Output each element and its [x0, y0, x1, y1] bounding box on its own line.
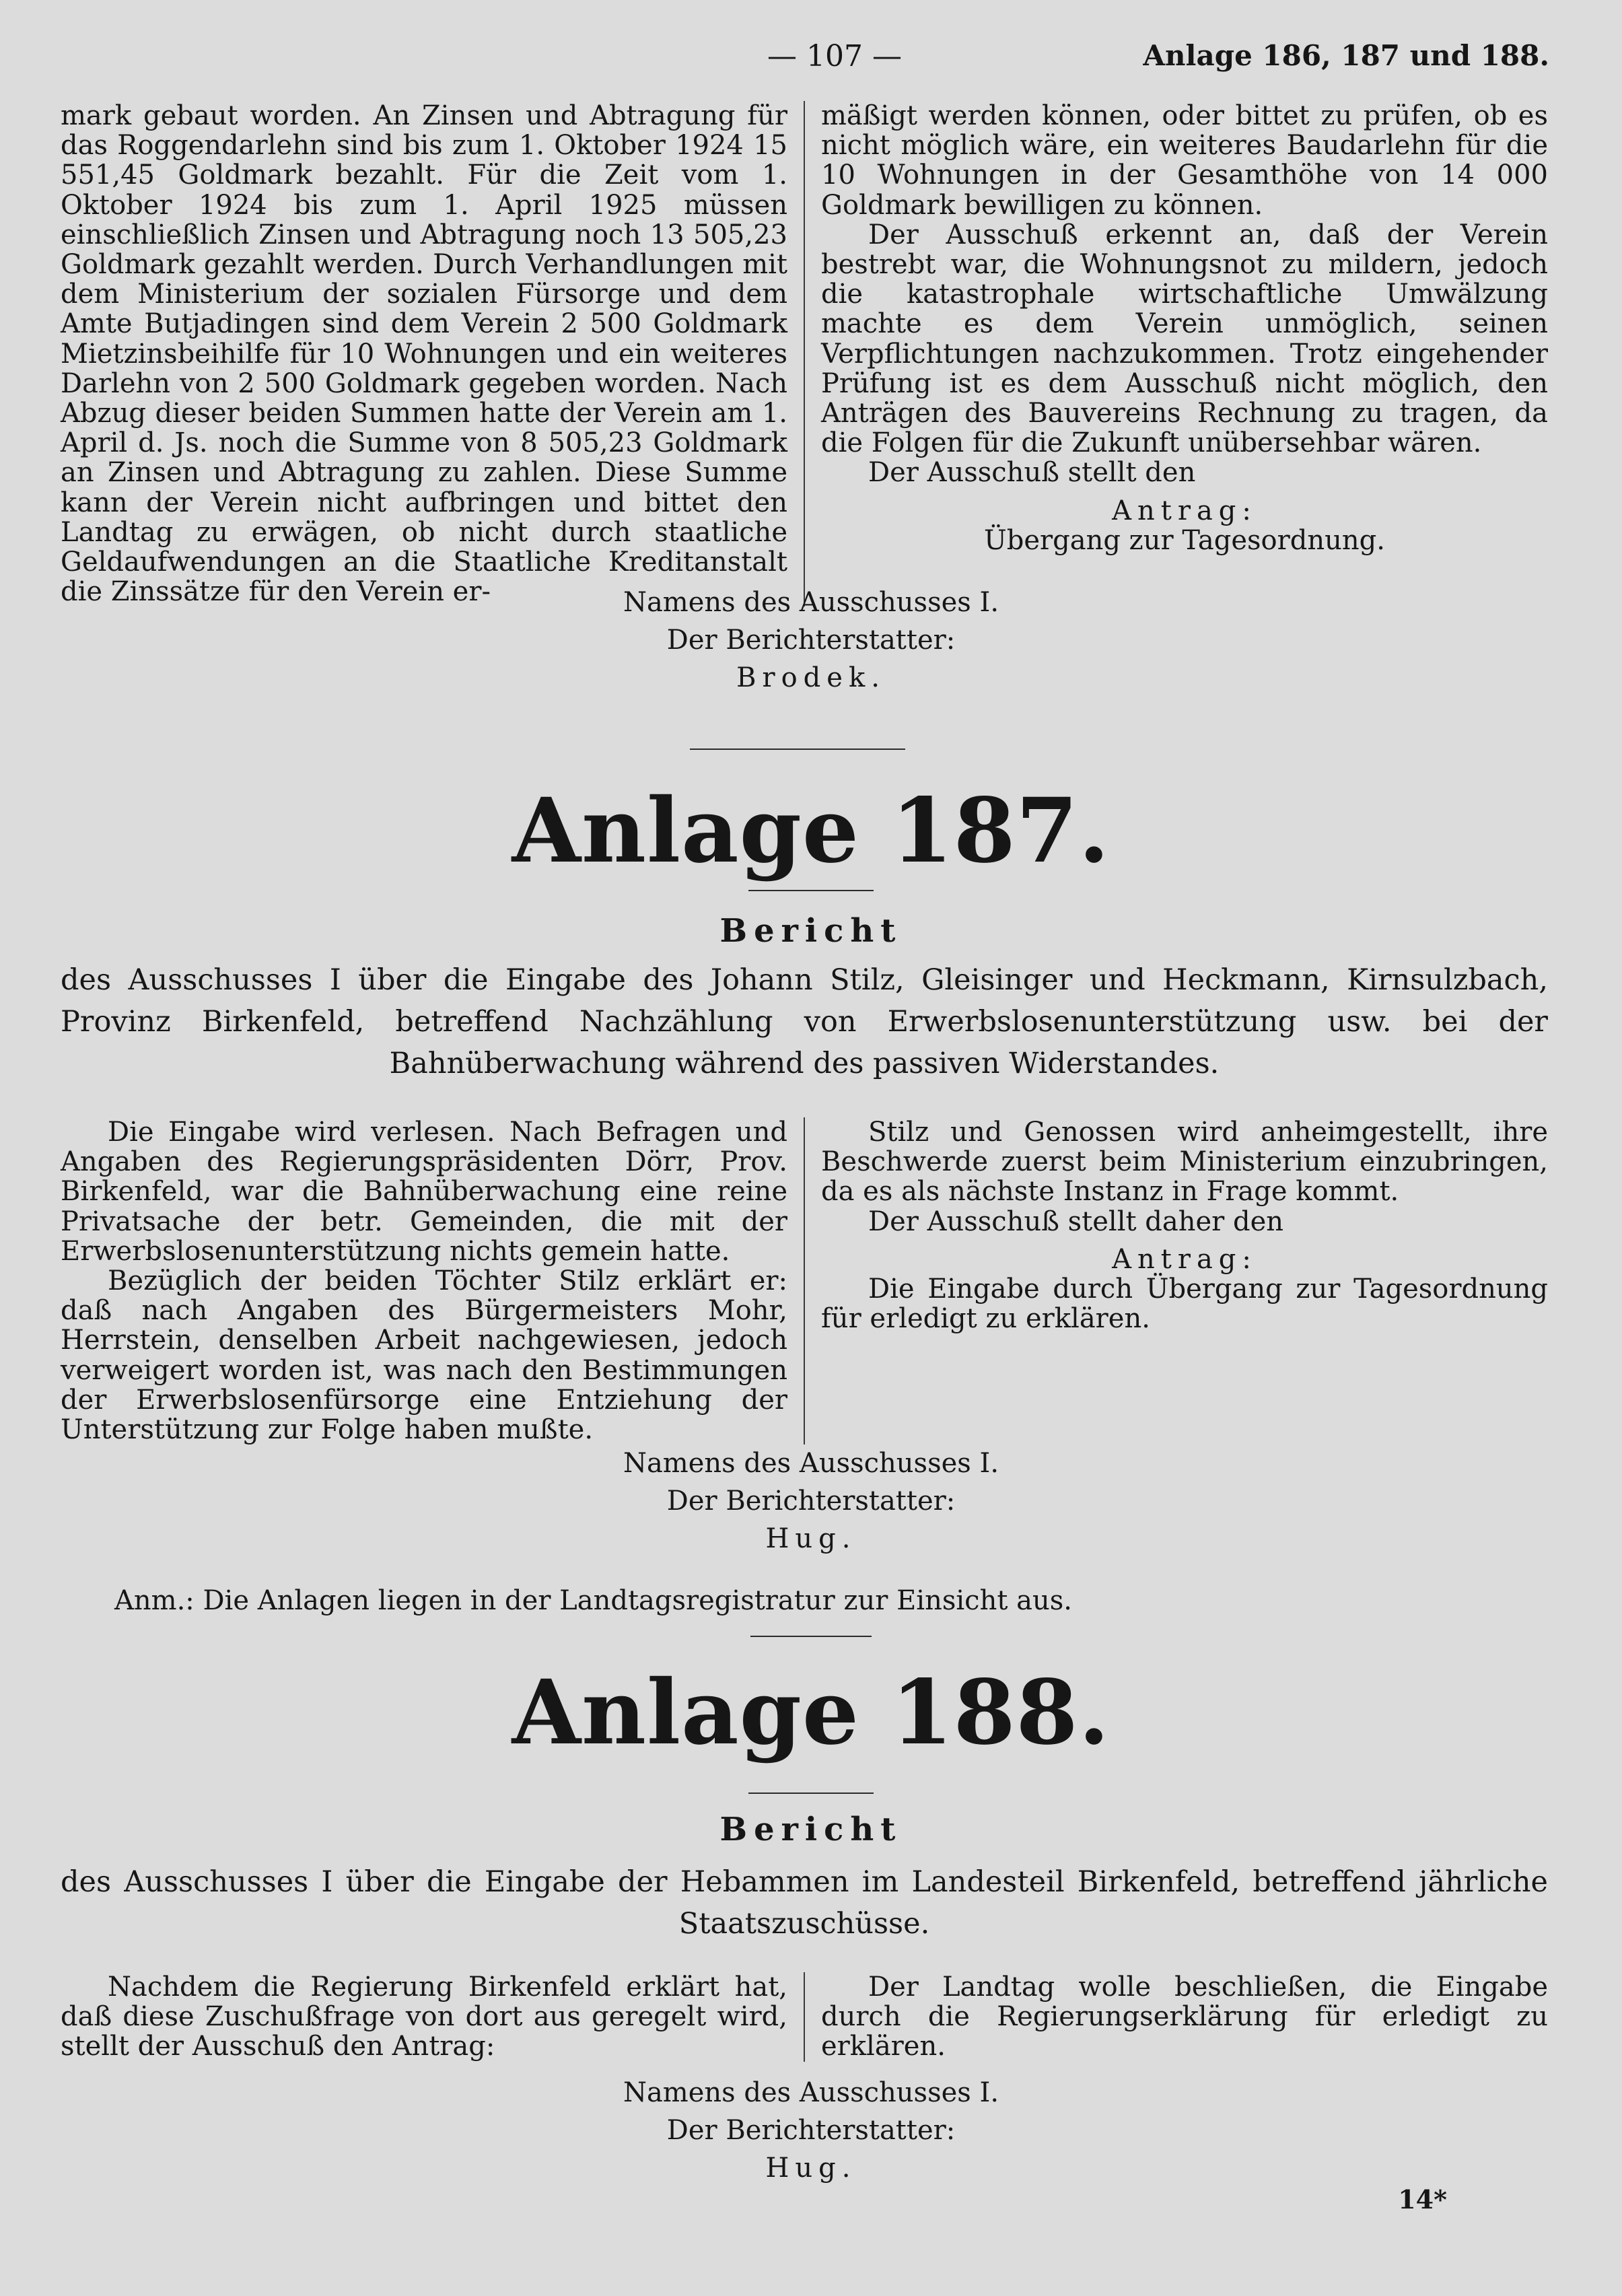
reporter-label: Der Berichterstatter:: [666, 1486, 956, 1517]
anlage-188-subject: des Ausschusses I über die Eingabe der Hebammen im Landesteil Birkenfeld, betreffend jährliche Staatszuschüsse.: [61, 1865, 1548, 1941]
paragraph: Die Eingabe wird verlesen. Nach Befragen und Angaben des Regierungspräsidenten Dörr, Prov. Birkenfeld, war die Bahnüberwachung eine reine Privatsache der betr. Gemeinden, die mit der Erwerbslosenunterstützung nichts gemein hatte.: [61, 1117, 787, 1267]
left-column: [61, 1117, 787, 1445]
anlage-188-columns: [61, 1972, 1548, 2062]
separator-rule: [690, 749, 905, 750]
paragraph: Bezüglich der beiden Töchter Stilz erklärt er: daß nach Angaben des Bürgermeisters Mohr, Herrstein, denselben Arbeit nachgewiesen, jedoch verweigert worden ist, was nach den Bestimmungen der Erwerbslosenfürsorge eine Entziehung der Unterstützung zur Folge haben mußte.: [61, 1265, 787, 1446]
title-rule: [748, 1793, 874, 1794]
left-column: [61, 1972, 787, 2062]
bericht-heading: Bericht: [719, 1811, 903, 1848]
anlage-187-title: Anlage 187.: [512, 779, 1110, 883]
column-divider: [804, 101, 805, 606]
signature-block: [0, 584, 1622, 697]
paragraph: Nachdem die Regierung Birkenfeld erklärt hat, daß diese Zuschußfrage von dort aus geregelt wird, stellt der Ausschuß den Antrag:: [61, 1972, 787, 2062]
separator-rule: [750, 1636, 872, 1637]
paragraph: mark gebaut worden. An Zinsen und Abtragung für das Roggendarlehn sind bis zum 1. Oktober 1924 15 551,45 Goldmark bezahlt. Für die Zeit vom 1. Oktober 1924 bis zum 1. April 1925 müssen einschließlich Zinsen und Abtragung noch 13 505,23 Goldmark gezahlt werden. Durch Verhandlungen mit dem Ministerium der sozialen Fürsorge und dem Amte Butjadingen sind dem Verein 2 500 Goldmark Mietzinsbeihilfe für 10 Wohnungen und ein weiteres Darlehn von 2 500 Goldmark gegeben worden. Nach Abzug dieser beiden Summen hatte der Verein am 1. April d. Js. noch die Summe von 8 505,23 Goldmark an Zinsen und Abtragung zu zahlen. Diese Summe kann der Verein nicht aufbringen und bittet den Landtag zu erwägen, ob nicht durch staatliche Geldaufwendungen an die Staatliche Kreditanstalt die Zinssätze für den Verein er-: [61, 100, 787, 608]
paragraph: Der Ausschuß stellt daher den: [868, 1206, 1284, 1237]
antrag-label: Antrag:: [1112, 1243, 1257, 1275]
right-column: [821, 1117, 1548, 1445]
anlage-188-title: Anlage 188.: [512, 1661, 1110, 1765]
right-column: [821, 1972, 1548, 2062]
sheet-mark: 14*: [1398, 2184, 1447, 2215]
column-divider: [804, 1972, 805, 2062]
committee-line: Namens des Ausschusses I.: [623, 1448, 999, 1479]
annotation-note: Anm.: Die Anlagen liegen in der Landtagsregistratur zur Einsicht aus.: [114, 1585, 1072, 1616]
page-number: — 107 —: [767, 39, 902, 73]
left-column: [61, 101, 787, 606]
signature-block: [0, 1445, 1622, 1558]
signature-block: [0, 2075, 1622, 2188]
committee-line: Namens des Ausschusses I.: [623, 587, 999, 618]
column-divider: [804, 1117, 805, 1445]
reporter-name: Hug.: [765, 1523, 857, 1554]
paragraph: Der Ausschuß erkennt an, daß der Verein bestrebt war, die Wohnungsnot zu mildern, jedoch die katastrophale wirtschaftliche Umwälzung machte es dem Verein unmöglich, seinen Verpflichtungen nachzukommen. Trotz eingehender Prüfung ist es dem Ausschuß nicht möglich, den Anträgen des Bauvereins Rechnung zu tragen, da die Folgen für die Zukunft unübersehbar wären.: [821, 219, 1548, 459]
antrag-label: Antrag:: [1112, 495, 1257, 526]
anlage-187-columns: [61, 1117, 1548, 1445]
anlage-187-subject: des Ausschusses I über die Eingabe des Johann Stilz, Gleisinger und Heckmann, Kirnsulzbach, Provinz Birkenfeld, betreffend Nachzählung von Erwerbslosenunterstützung usw. bei der Bahnüberwachung während des passiven Widerstandes.: [61, 963, 1548, 1080]
anlage-186-columns: [61, 101, 1548, 606]
running-title: Anlage 186, 187 und 188.: [1143, 39, 1549, 72]
right-column: [821, 101, 1548, 606]
title-rule: [748, 890, 874, 891]
paragraph: Stilz und Genossen wird anheimgestellt, ihre Beschwerde zuerst beim Ministerium einzubringen, da es als nächste Instanz in Frage kommt.: [821, 1117, 1548, 1208]
reporter-name: Hug.: [765, 2153, 857, 2184]
antrag-text: Die Eingabe durch Übergang zur Tagesordnung für erledigt zu erklären.: [821, 1274, 1548, 1335]
paragraph: Der Ausschuß stellt den: [868, 457, 1196, 489]
reporter-label: Der Berichterstatter:: [666, 2115, 956, 2146]
reporter-label: Der Berichterstatter:: [666, 625, 956, 656]
reporter-name: Brodek.: [736, 662, 886, 693]
antrag-text: Übergang zur Tagesordnung.: [984, 524, 1385, 556]
paragraph: Der Landtag wolle beschließen, die Eingabe durch die Regierungserklärung für erledigt zu erklären.: [821, 1972, 1548, 2062]
paragraph: mäßigt werden können, oder bittet zu prüfen, ob es nicht möglich wäre, ein weiteres Baudarlehn für die 10 Wohnungen in der Gesamthöhe von 14 000 Goldmark bewilligen zu können.: [821, 100, 1548, 221]
bericht-heading: Bericht: [719, 912, 903, 950]
committee-line: Namens des Ausschusses I.: [623, 2077, 999, 2108]
